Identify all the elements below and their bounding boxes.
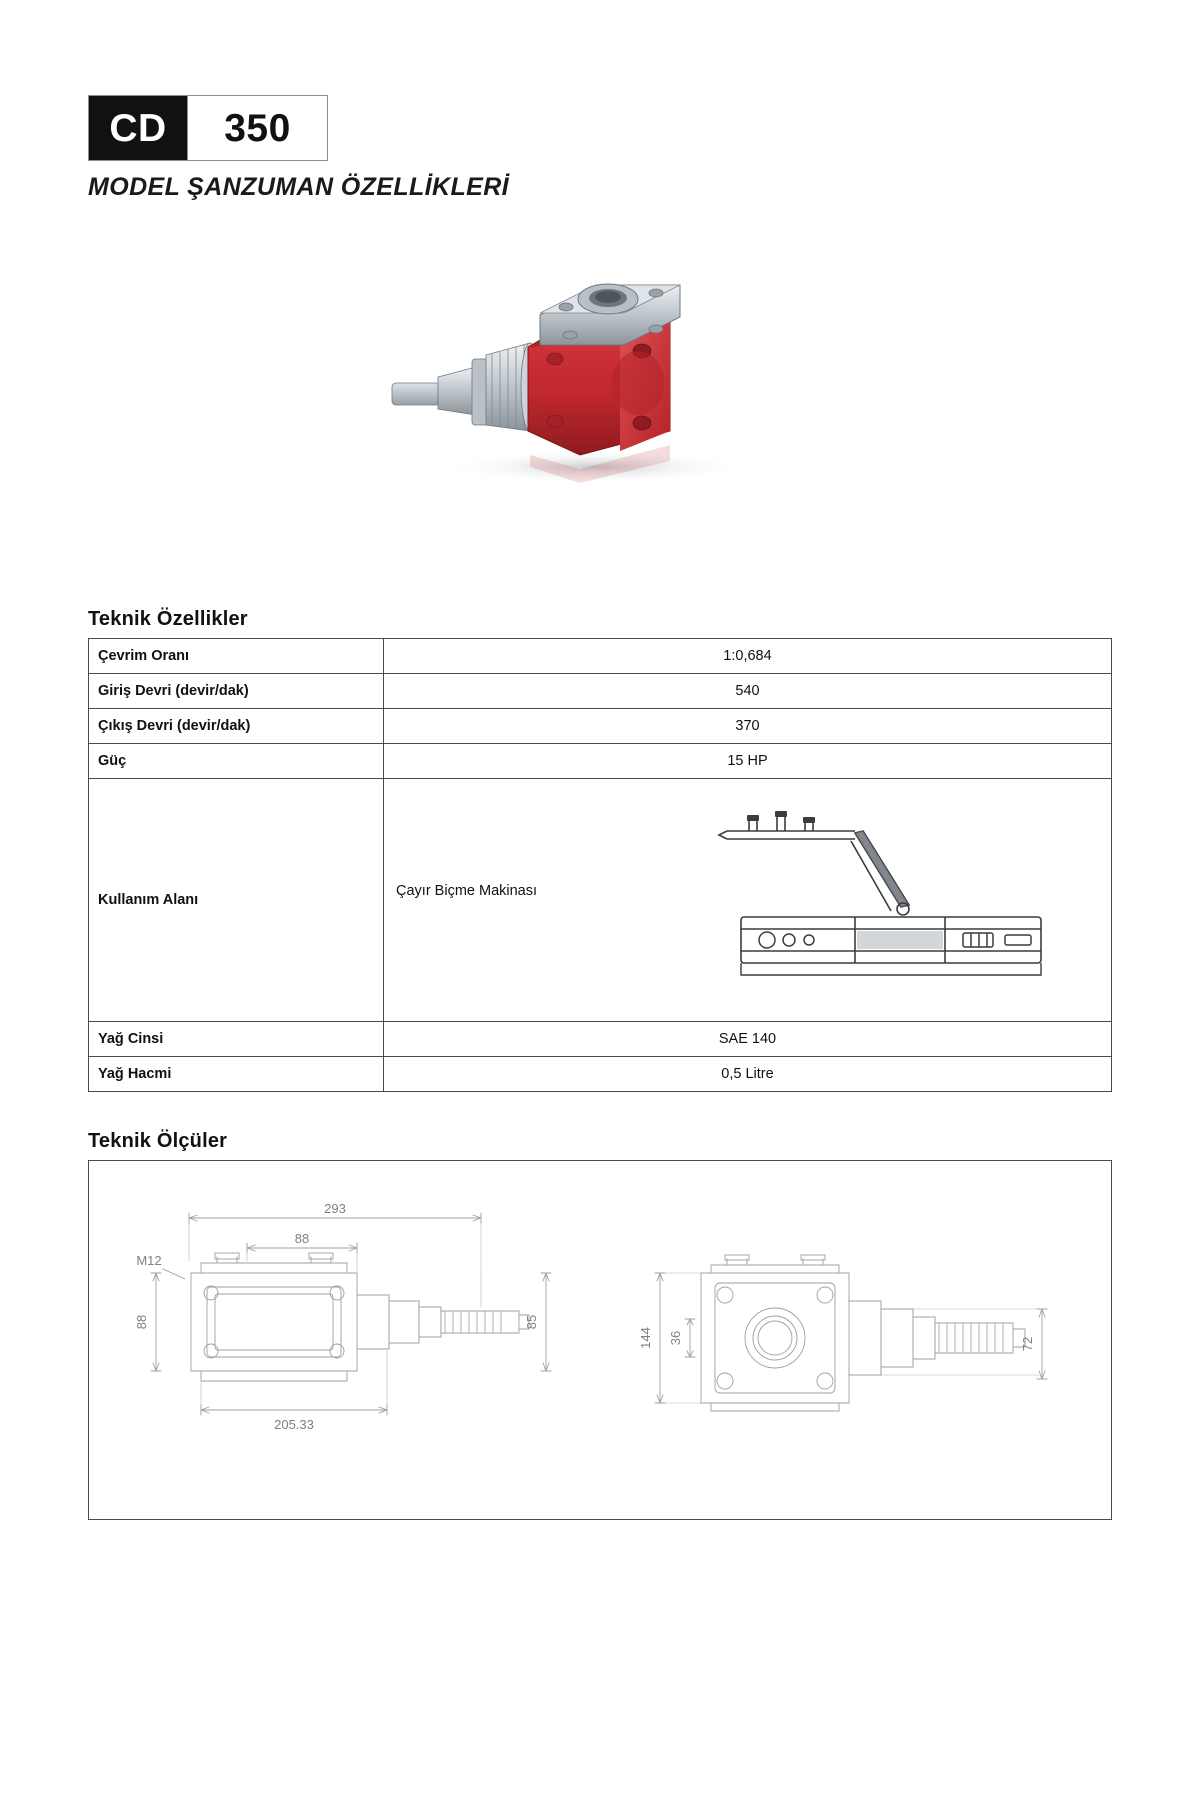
spec-label: Çıkış Devri (devir/dak) [89,709,384,744]
spec-value: 0,5 Litre [384,1057,1112,1092]
dimension-drawings-box [88,1160,1112,1520]
table-row [89,744,1112,779]
specs-section-title: Teknik Özellikler [88,608,248,630]
technical-specs-table [88,638,1112,1092]
dim-overall-length: 293 [324,1201,346,1216]
product-photo [380,255,800,505]
table-row-usage [89,779,1112,1022]
spec-label: Güç [89,744,384,779]
dim-shaft-height: 85 [524,1314,539,1330]
spec-value: 1:0,684 [384,639,1112,674]
dimensions-section-title: Teknik Ölçüler [88,1130,228,1152]
dim-right-shaft: 72 [1020,1336,1035,1352]
dimension-drawings [89,1161,1111,1519]
spec-label: Yağ Cinsi [89,1022,384,1057]
spec-label: Kullanım Alanı [89,779,384,1022]
dim-height-left: 88 [134,1314,149,1330]
mower-illustration [705,789,1105,1001]
table-row [89,674,1112,709]
dim-right-inner: 36 [668,1330,683,1346]
dim-bolt-spacing: 88 [294,1231,310,1246]
model-badge [88,95,328,161]
badge-code [89,96,187,160]
badge-number-text: 350 [224,106,291,150]
spec-label: Çevrim Oranı [89,639,384,674]
table-row [89,1022,1112,1057]
usage-text: Çayır Biçme Makinası [396,883,538,899]
header [88,95,509,202]
dim-thread: M12 [136,1253,162,1268]
page-subtitle: MODEL ŞANZUMAN ÖZELLİKLERİ [88,173,510,201]
table-row [89,1057,1112,1092]
spec-value: 370 [384,709,1112,744]
badge-code-text: CD [109,106,167,150]
spec-value: 15 HP [384,744,1112,779]
dim-right-height: 144 [638,1327,653,1349]
spec-value: SAE 140 [384,1022,1112,1057]
table-row [89,639,1112,674]
input-shaft [392,343,539,431]
dim-base-length: 205.33 [274,1417,314,1432]
spec-label: Yağ Hacmi [89,1057,384,1092]
table-row [89,709,1112,744]
spec-value: 540 [384,674,1112,709]
badge-number [187,96,327,160]
right-view [655,1255,1047,1411]
gearbox-illustration [380,255,800,505]
left-view [151,1213,551,1415]
spec-label: Giriş Devri (devir/dak) [89,674,384,709]
spec-value-usage [384,779,1112,1022]
